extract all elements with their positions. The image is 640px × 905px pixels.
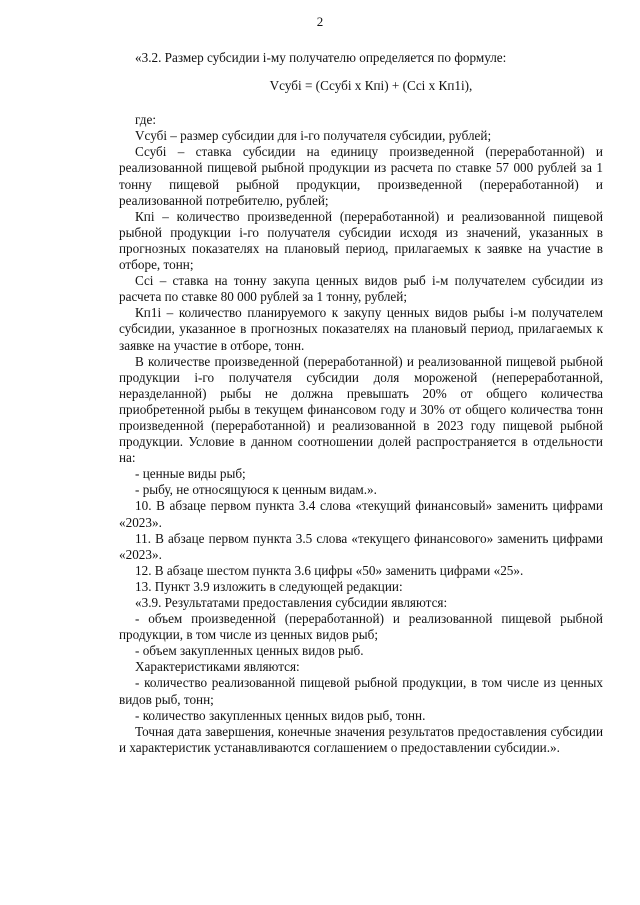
definition-kp1: Кп1i – количество планируемого к закупу ценных видов рыбы i-м получателем субсидии, указанное в прогнозных показателях на плановый период, прилагаемых к заявке на участие в отборе, тонн. (119, 305, 603, 353)
definition-v: Vсубi – размер субсидии для i-го получателя субсидии, рублей; (135, 128, 492, 144)
paragraph-where: где: (135, 112, 156, 128)
paragraph-point-11: 11. В абзаце первом пункта 3.5 слова «текущего финансового» заменить цифрами «2023». (119, 530, 603, 562)
paragraph-final: Точная дата завершения, конечные значения результатов предоставления субсидии и характеристик устанавливаются соглашением о предоставлении субсидии.». (119, 723, 603, 755)
paragraph-characteristics-intro: Характеристиками являются: (135, 659, 300, 675)
list-item-char-2: - количество закупленных ценных видов рыб, тонн. (135, 707, 426, 723)
list-item-other: - рыбу, не относящуюся к ценным видам.». (135, 482, 377, 498)
definition-cs: Ссi – ставка на тонну закупа ценных видов рыб i-м получателем субсидии из расчета по ставке 80 000 рублей за 1 тонну, рублей; (119, 273, 603, 305)
definition-ssub: Ссубi – ставка субсидии на единицу произведенной (переработанной) и реализованной пищевой рыбной продукции из расчета по ставке 57 000 рублей за 1 тонну пищевой рыбной продукции, произведенной (переработанной) и реализованной потребителю, рублей; (119, 144, 603, 208)
list-item-char-1: - количество реализованной пищевой рыбной продукции, в том числе из ценных видов рыб, тонн; (119, 675, 603, 707)
paragraph-share: В количестве произведенной (переработанной) и реализованной пищевой рыбной продукции i-го получателя субсидии доля мороженой (непереработанной, неразделанной) рыбы не должна превышать 20% от общего количества приобретенной рыбы в текущем финансовом году и 30% от общего количества тонн произведенной (переработанной) и реализованной в 2023 году пищевой рыбной продукции. Условие в данном соотношении долей распространяется в отдельности на: (119, 353, 603, 466)
list-item-result-2: - объем закупленных ценных видов рыб. (135, 643, 364, 659)
paragraph-results-intro: «3.9. Результатами предоставления субсидии являются: (135, 595, 448, 610)
paragraph-point-10: 10. В абзаце первом пункта 3.4 слова «текущий финансовый» заменить цифрами «2023». (119, 498, 603, 530)
paragraph-intro: «3.2. Размер субсидии i-му получателю определяется по формуле: (135, 50, 507, 65)
definition-kp: Кпi – количество произведенной (переработанной) и реализованной пищевой рыбной продукции i-го получателя субсидии исходя из значений, указанных в прогнозных показателях на плановый период, прилагаемых к заявке на участие в отборе, тонн; (119, 208, 603, 273)
paragraph-point-13: 13. Пункт 3.9 изложить в следующей редакции: (135, 578, 403, 594)
paragraph-point-12: 12. В абзаце шестом пункта 3.6 цифры «50» заменить цифрами «25». (135, 562, 524, 578)
page-number: 2 (316, 14, 324, 29)
document-body (119, 50, 603, 756)
list-item-result-1: - объем произведенной (переработанной) и реализованной пищевой рыбной продукции, в том числе из ценных видов рыб; (119, 611, 603, 643)
list-item-valuable: - ценные виды рыб; (135, 466, 246, 482)
subsidy-formula: Vсубi = (Ссубi х Кпi) + (Cсi х Кп1i), (269, 78, 473, 94)
